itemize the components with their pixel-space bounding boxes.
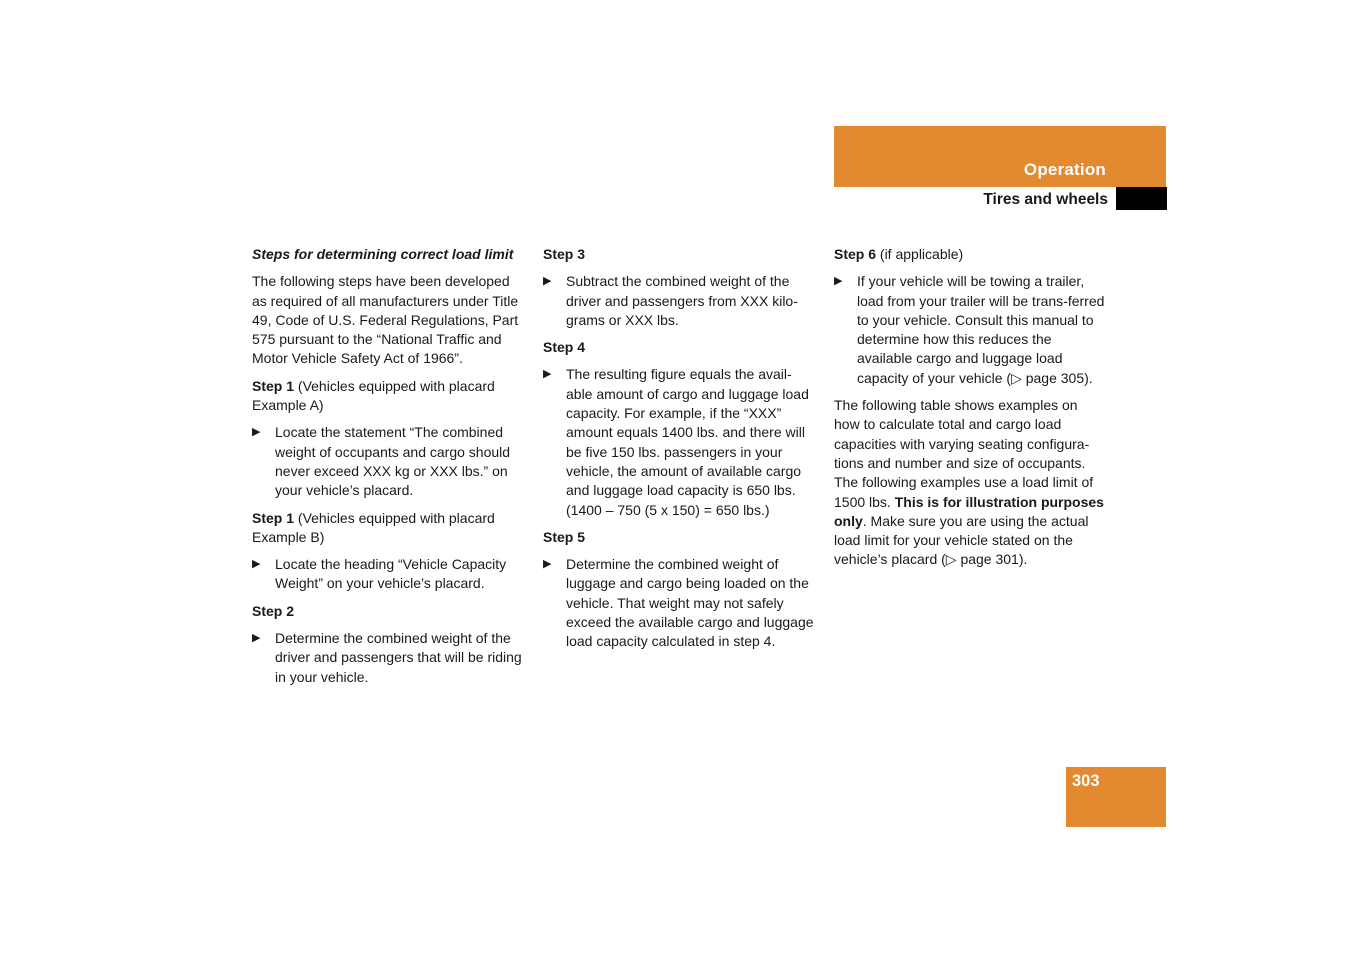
chapter-tab-marker xyxy=(1116,187,1167,210)
step-label: Step 6 xyxy=(834,246,877,262)
step2-heading: Step 2 xyxy=(252,602,295,619)
list-item xyxy=(543,365,815,519)
step1b-heading xyxy=(252,509,524,548)
step-note: (if applicable) xyxy=(876,246,964,262)
bullet-arrow-icon: ▶ xyxy=(252,558,261,571)
paragraph-text: The following table shows examples on how to calculate total and cargo load capacities with varying seating configura-tions and number and size of occupants. The following examples use a load limit of 1500 lbs. xyxy=(834,397,1094,510)
section-title: Operation xyxy=(1023,160,1106,179)
step1a-heading xyxy=(252,377,524,416)
list-item xyxy=(543,272,815,330)
text-column-1 xyxy=(252,245,524,695)
bullet-text: Determine the combined weight of luggage and cargo being loaded on the vehicle. That weight may not safely exceed the available cargo and luggage load capacity calculated in step 4. xyxy=(566,556,814,650)
bullet-text: Locate the heading “Vehicle Capacity Weight” on your vehicle’s placard. xyxy=(275,556,507,592)
bullet-arrow-icon: ▶ xyxy=(543,368,552,381)
step-label: Step 1 xyxy=(252,377,295,394)
bullet-text: Locate the statement “The combined weight of occupants and cargo should never exceed XXX kg or XXX lbs.” on your vehicle’s placard. xyxy=(275,424,511,499)
list-item xyxy=(252,555,524,594)
section-header-bar xyxy=(834,126,1166,187)
step-label: Step 1 xyxy=(252,509,295,526)
text-column-2 xyxy=(543,245,815,660)
step3-heading: Step 3 xyxy=(543,246,586,262)
bullet-text: Subtract the combined weight of the driver and passengers from XXX kilo-grams or XXX lbs. xyxy=(566,273,798,328)
list-item xyxy=(252,423,524,500)
bullet-text: The resulting figure equals the avail-able amount of cargo and luggage load capacity. For example, if the “XXX” amount equals 1400 lbs. and there will be five 150 lbs. passengers in your vehicle, the amount of available cargo and luggage load capacity is 650 lbs. (1400 – 750 (5 x 150) = 650 lbs.) xyxy=(566,366,809,518)
page-number: 303 xyxy=(1072,772,1100,790)
page-number-box xyxy=(1066,767,1166,827)
step-note: (Vehicles equipped with placard Example A) xyxy=(252,377,495,414)
list-item xyxy=(834,272,1106,388)
subsection-title: Tires and wheels xyxy=(983,191,1108,208)
intro-paragraph: The following steps have been developed as required of all manufacturers under Title 49, Code of U.S. Federal Regulations, Part 575 pursuant to the “National Traffic and Motor Vehicle Safety Act of 1966”. xyxy=(252,273,519,367)
bullet-arrow-icon: ▶ xyxy=(543,275,552,288)
paragraph-text: . Make sure you are using the actual load limit for your vehicle stated on the vehicle’s placard (▷ page 301). xyxy=(834,512,1089,568)
bullet-text: If your vehicle will be towing a trailer, load from your trailer will be trans-ferred to your vehicle. Consult this manual to determine how this reduces the available cargo and luggage load capacity of your vehicle (▷ page 305). xyxy=(857,273,1105,386)
step5-heading: Step 5 xyxy=(543,528,586,545)
bullet-arrow-icon: ▶ xyxy=(252,426,261,439)
bullet-arrow-icon: ▶ xyxy=(543,558,552,571)
examples-paragraph xyxy=(834,396,1106,570)
bullet-text: Determine the combined weight of the driver and passengers that will be riding in your vehicle. xyxy=(275,630,522,685)
step4-heading: Step 4 xyxy=(543,339,586,356)
list-item xyxy=(543,555,815,651)
bullet-arrow-icon: ▶ xyxy=(252,632,261,645)
bullet-arrow-icon: ▶ xyxy=(834,275,843,288)
step6-heading xyxy=(834,245,1106,264)
list-item xyxy=(252,629,524,687)
illustration-note: This is for illustration purposes only xyxy=(834,493,1104,529)
text-column-3 xyxy=(834,245,1106,578)
step-note: (Vehicles equipped with placard Example B) xyxy=(252,509,495,545)
load-limit-heading: Steps for determining correct load limit xyxy=(252,246,514,262)
